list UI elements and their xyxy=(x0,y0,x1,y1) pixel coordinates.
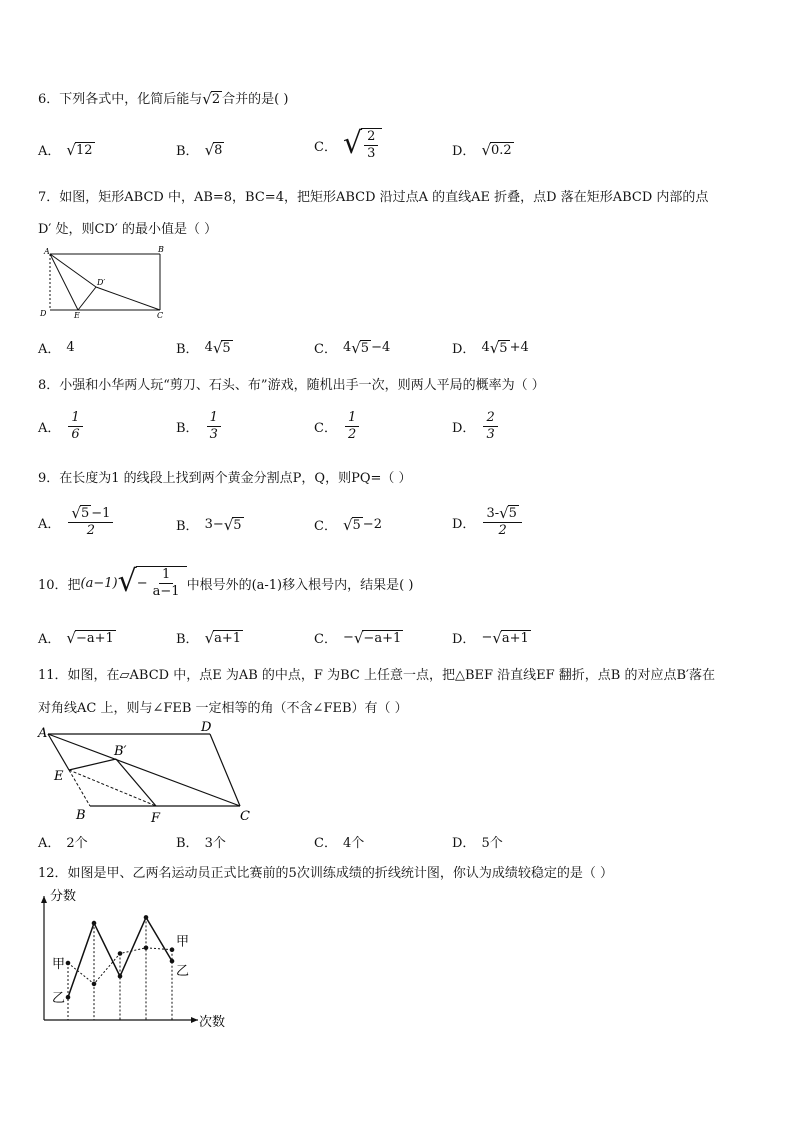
question-11-stem-line1: 11．如图，在▱ABCD 中，点E 为AB 的中点，F 为BC 上任意一点，把△BEF 沿直线EF 翻折，点B 的对应点B′落在 xyxy=(38,668,715,683)
q12-data-point xyxy=(92,921,97,926)
q7-segment-ED-prime xyxy=(78,287,96,310)
question-11-stem-line2: 对角线AC 上，则与∠FEB 一定相等的角（不含∠FEB）有（ ） xyxy=(38,701,408,716)
q8-option-c[interactable]: C． $\frac{1}{2}$ xyxy=(314,410,361,443)
q7-label-A: A xyxy=(44,247,50,256)
q12-y-axis-arrow xyxy=(41,896,47,903)
q11-option-b[interactable]: B． 3个 xyxy=(176,836,226,851)
q11-edge-DC xyxy=(210,734,240,806)
q8-option-a[interactable]: A． $\frac{1}{6}$ xyxy=(38,410,85,443)
q9-option-b[interactable]: B． 3− √ 5 xyxy=(176,515,242,534)
q11-edge-AE xyxy=(48,734,69,770)
q7-label-B: B xyxy=(158,245,164,254)
q10-option-d[interactable]: D． − √ a+1 xyxy=(452,628,529,647)
q11-option-a[interactable]: A． 2个 xyxy=(38,836,88,851)
q6-stem-text-after: 合并的是( ) xyxy=(222,92,289,107)
q12-data-point xyxy=(66,995,71,1000)
q11-segment-B-prime-F xyxy=(116,759,156,806)
q11-label-C: C xyxy=(240,809,250,824)
q7-option-d[interactable]: D． 4 √ 5 +4 xyxy=(452,338,529,357)
q12-data-point xyxy=(144,946,149,951)
q12-x-axis-arrow xyxy=(191,1017,198,1023)
q10-radical: √ − $\frac{1}{a-1}$ xyxy=(118,566,187,600)
q7-segment-AD-prime xyxy=(50,254,96,287)
q11-label-B-prime: B′ xyxy=(114,744,127,759)
q12-series-label-start: 乙 xyxy=(52,991,66,1007)
q12-data-point xyxy=(118,951,123,956)
q8-option-d[interactable]: D． $\frac{2}{3}$ xyxy=(452,410,500,443)
q7-option-c[interactable]: C． 4 √ 5 −4 xyxy=(314,338,391,357)
question-7-stem-line1: 7．如图，矩形ABCD 中，AB=8，BC=4，把矩形ABCD 沿过点A 的直线AE 折叠，点D 落在矩形ABCD 内部的点 xyxy=(38,190,709,205)
q12-series-line-2 xyxy=(68,917,172,997)
q12-data-point xyxy=(170,947,175,952)
q9-option-d[interactable]: D． 3- √ 5 2 xyxy=(452,505,524,539)
q11-label-F: F xyxy=(151,811,161,826)
question-10-stem: 10．把 (a−1) √ − $\frac{1}{a-1}$ 中根号外的(a-1)移入根号内，结果是( ) xyxy=(38,564,414,599)
q9-option-c[interactable]: C． √ 5 −2 xyxy=(314,515,382,534)
q12-labels xyxy=(50,888,225,1030)
q11-fold-line-EF-dashed xyxy=(69,770,156,806)
q12-drop-lines xyxy=(68,917,172,1020)
q9-option-a[interactable]: A． √ 5 −1 2 xyxy=(38,505,115,539)
q11-segment-EB-prime xyxy=(69,759,116,770)
q11-diagonal-AC xyxy=(48,734,240,806)
q12-line-chart xyxy=(30,884,250,1034)
q7-segment-D-prime-C xyxy=(96,287,160,310)
q12-x-axis-label: 次数 xyxy=(199,1015,226,1030)
q11-label-D: D xyxy=(201,720,212,735)
q11-label-A: A xyxy=(38,726,48,741)
q6-option-a[interactable]: A． √ 12 xyxy=(38,140,93,159)
q12-data-point xyxy=(92,982,97,987)
q7-label-C: C xyxy=(157,311,164,320)
q7-rectangle-figure xyxy=(38,244,168,322)
q6-stem-text-before: 6．下列各式中，化简后能与 xyxy=(38,92,203,107)
q12-data-point xyxy=(170,959,175,964)
q10-factor: (a−1) xyxy=(80,575,118,591)
q7-option-b[interactable]: B． 4 √ 5 xyxy=(176,338,231,357)
q10-option-b[interactable]: B． √ a+1 xyxy=(176,628,242,647)
q6-option-b[interactable]: B． √ 8 xyxy=(176,140,223,159)
q11-option-d[interactable]: D． 5个 xyxy=(452,836,503,851)
q11-option-c[interactable]: C． 4个 xyxy=(314,836,365,851)
q12-data-point xyxy=(144,915,149,920)
question-7-stem-line2: D′ 处，则CD′ 的最小值是（ ） xyxy=(38,222,218,237)
q11-label-E: E xyxy=(54,769,64,784)
q12-series-label-end: 乙 xyxy=(176,964,190,980)
q7-fold-line-AE xyxy=(50,254,78,310)
q10-option-c[interactable]: C． − √ −a+1 xyxy=(314,628,402,647)
q6-sqrt: √ 2 xyxy=(202,90,221,108)
q12-series-label-end: 甲 xyxy=(176,934,190,950)
q11-edge-EB-dashed xyxy=(69,770,90,806)
question-6-stem xyxy=(38,88,288,107)
q7-label-E: E xyxy=(74,311,80,320)
q12-series-label-start: 甲 xyxy=(52,957,66,972)
q8-option-b[interactable]: B． $\frac{1}{3}$ xyxy=(176,410,223,443)
q12-data-point xyxy=(66,961,71,966)
q12-data-point xyxy=(118,974,123,979)
q6-option-c[interactable]: C． √ $\frac{2}{3}$ xyxy=(314,128,382,162)
question-12-stem: 12．如图是甲、乙两名运动员正式比赛前的5次训练成绩的折线统计图，你认为成绩较稳定的是（ ） xyxy=(38,866,613,881)
q6-option-d[interactable]: D． √ 0.2 xyxy=(452,140,512,159)
q11-parallelogram-figure xyxy=(34,720,264,826)
q12-y-axis-label: 分数 xyxy=(50,889,77,904)
question-9-stem: 9．在长度为1 的线段上找到两个黄金分割点P，Q，则PQ=（ ） xyxy=(38,471,412,486)
q7-label-D-prime: D′ xyxy=(97,278,106,287)
q11-label-B: B xyxy=(76,808,86,823)
q10-option-a[interactable]: A． √ −a+1 xyxy=(38,628,114,647)
q7-label-D: D xyxy=(40,309,47,318)
q7-option-a[interactable]: A． 4 xyxy=(38,340,75,357)
question-8-stem: 8．小强和小华两人玩“剪刀、石头、布”游戏，随机出手一次，则两人平局的概率为（ ） xyxy=(38,378,545,393)
